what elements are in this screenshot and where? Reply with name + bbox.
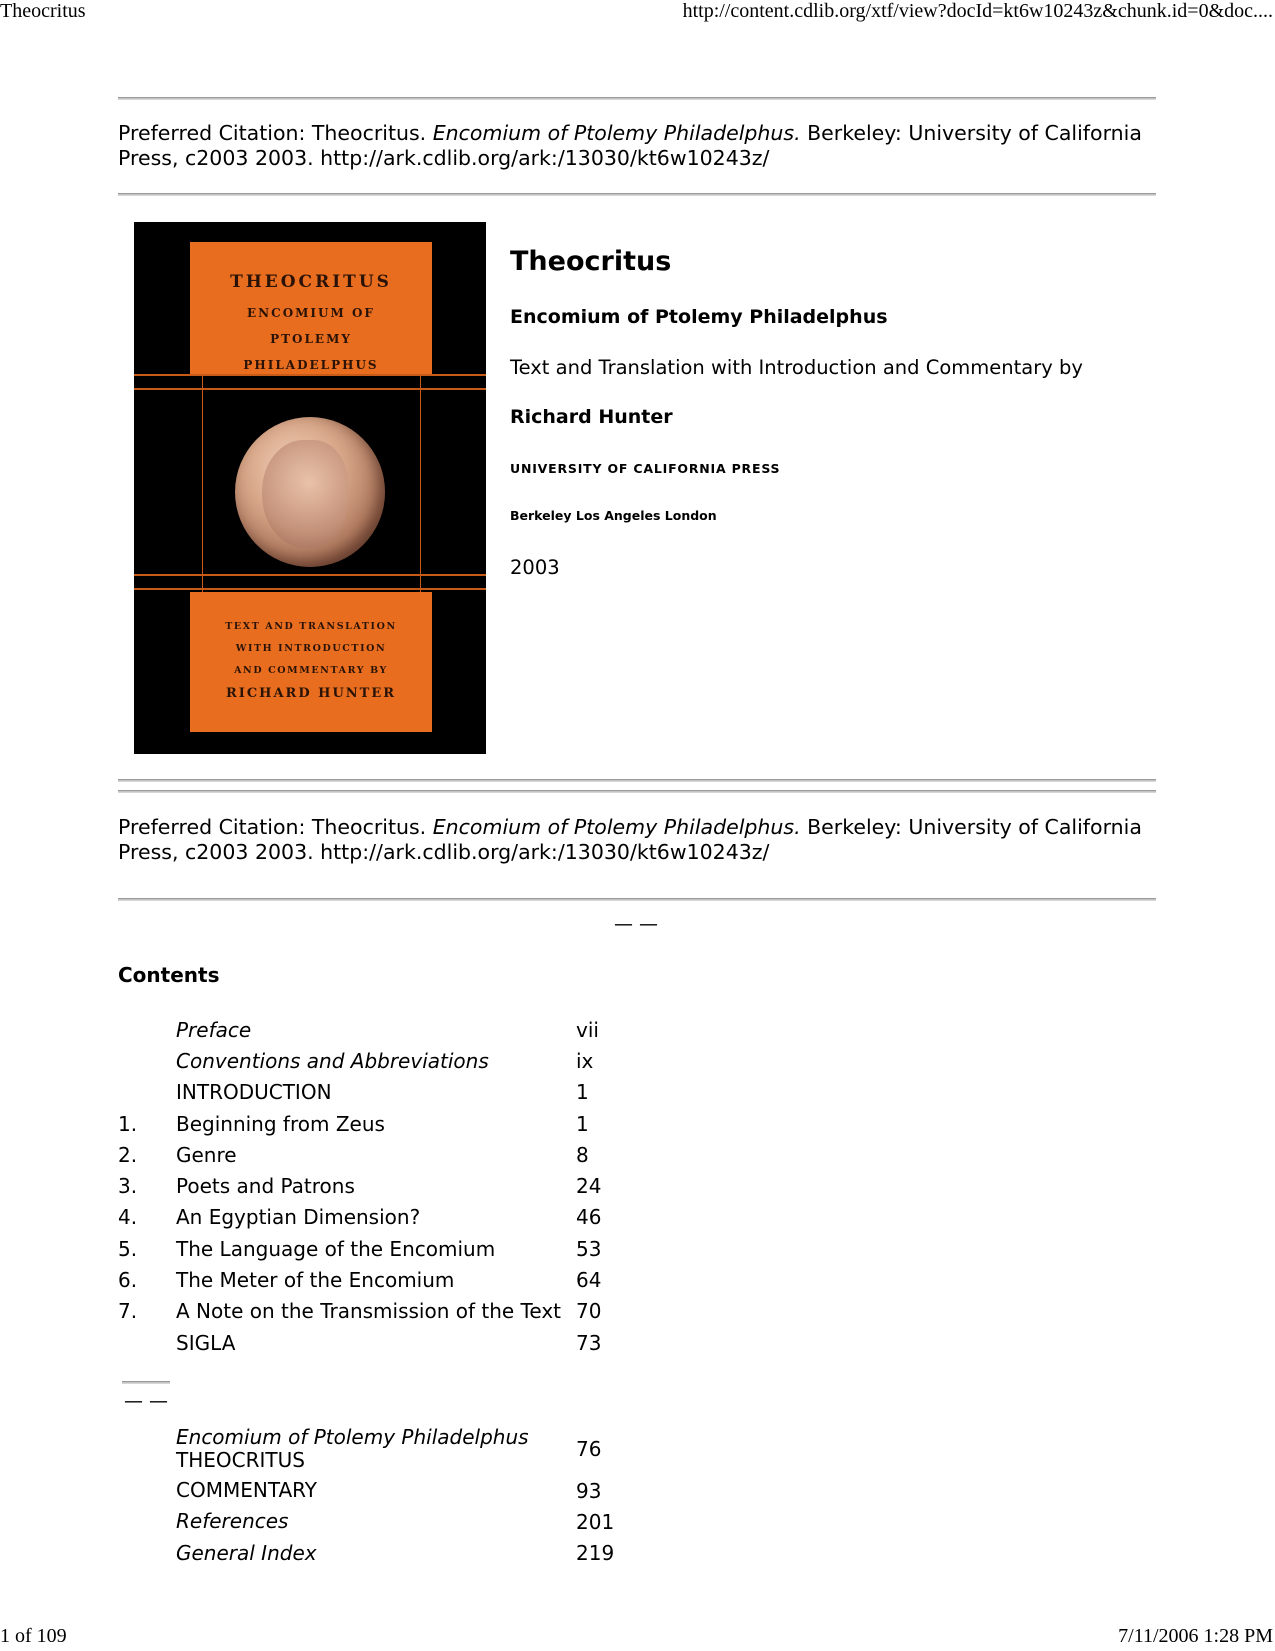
toc-num: 2.: [118, 1142, 138, 1167]
toc-num: [118, 1506, 176, 1537]
toc-num: [118, 1077, 176, 1108]
toc-title[interactable]: INTRODUCTION: [176, 1080, 332, 1105]
book-places: Berkeley Los Angeles London: [510, 508, 717, 523]
page-separator: — —: [124, 1390, 169, 1412]
cover-rule: [202, 372, 203, 594]
toc-row[interactable]: [118, 1045, 636, 1076]
toc-row[interactable]: [118, 1170, 636, 1201]
toc-page: vii: [576, 1017, 599, 1042]
toc-title-italic: Encomium of Ptolemy Philadelphus: [176, 1425, 529, 1449]
citation-top: [118, 121, 1168, 171]
toc-page: ix: [576, 1048, 594, 1073]
toc-num: 4.: [118, 1205, 138, 1230]
citation-prefix: Preferred Citation: Theocritus.: [118, 815, 433, 839]
toc-page: 46: [576, 1205, 602, 1230]
divider: [118, 898, 1156, 901]
toc-row[interactable]: [118, 1327, 636, 1358]
toc-title-line2: THEOCRITUS: [176, 1448, 305, 1472]
toc-num: [118, 1538, 176, 1569]
toc-title[interactable]: Poets and Patrons: [176, 1174, 355, 1199]
toc-row[interactable]: [118, 1538, 636, 1569]
toc-row[interactable]: [118, 1202, 636, 1233]
book-year: 2003: [510, 556, 560, 579]
toc-page: 76: [576, 1437, 602, 1461]
toc-title[interactable]: Preface: [176, 1017, 252, 1042]
cover-credit-line: TEXT AND TRANSLATION: [225, 621, 397, 632]
print-header-url: http://content.cdlib.org/xtf/view?docId=kt6w10243z&chunk.id=0&doc....: [682, 0, 1273, 22]
toc-row[interactable]: [118, 1014, 636, 1045]
toc-title[interactable]: The Meter of the Encomium: [176, 1268, 455, 1293]
cover-credit-line: AND COMMENTARY BY: [234, 665, 388, 676]
print-footer: [0, 1625, 1275, 1651]
book-cover-image: [134, 222, 486, 754]
book-description: Text and Translation with Introduction and Commentary by: [510, 356, 1083, 379]
print-header-title: Theocritus: [0, 0, 86, 22]
short-divider: [122, 1381, 170, 1384]
toc-num: [118, 1045, 176, 1076]
book-title: Theocritus: [510, 246, 672, 277]
page-separator: — —: [614, 913, 659, 935]
toc-page: 73: [576, 1330, 602, 1355]
divider: [118, 97, 1156, 100]
toc-num: [118, 1327, 176, 1358]
citation-bottom: [118, 815, 1168, 865]
cover-subtitle-line: PTOLEMY: [270, 332, 352, 346]
divider: [118, 779, 1156, 782]
toc-num: 6.: [118, 1268, 138, 1293]
toc-title[interactable]: The Language of the Encomium: [176, 1236, 496, 1261]
cover-author-panel: [190, 592, 432, 732]
toc-row[interactable]: [118, 1264, 636, 1295]
toc-row[interactable]: [118, 1233, 636, 1264]
cover-rule: [134, 588, 486, 590]
citation-prefix: Preferred Citation: Theocritus.: [118, 121, 433, 145]
cover-rule: [420, 372, 421, 594]
toc-page: 201: [576, 1509, 615, 1534]
contents-table-part2: [118, 1423, 636, 1569]
cover-title: THEOCRITUS: [230, 272, 392, 292]
toc-row[interactable]: [118, 1506, 636, 1537]
coin-head-icon: [262, 440, 348, 548]
toc-title[interactable]: General Index: [176, 1540, 317, 1565]
print-header: [0, 0, 1275, 26]
print-date: 7/11/2006 1:28 PM: [1118, 1625, 1273, 1647]
cover-subtitle-line: PHILADELPHUS: [243, 358, 379, 372]
cover-rule: [134, 388, 486, 390]
toc-num: [118, 1014, 176, 1045]
toc-title[interactable]: COMMENTARY: [176, 1478, 317, 1503]
toc-num: [118, 1475, 176, 1506]
citation-link[interactable]: http://ark.cdlib.org/ark:/13030/kt6w10243z/: [320, 146, 770, 170]
toc-page: 1: [576, 1111, 589, 1136]
toc-row[interactable]: [118, 1108, 636, 1139]
divider: [118, 790, 1156, 793]
cover-rule: [134, 574, 486, 576]
print-page-count: 1 of 109: [0, 1625, 67, 1647]
toc-title[interactable]: [176, 1423, 576, 1475]
toc-page: 1: [576, 1080, 589, 1105]
citation-title: Encomium of Ptolemy Philadelphus.: [432, 121, 801, 145]
toc-num: 1.: [118, 1111, 138, 1136]
toc-num: 7.: [118, 1299, 138, 1324]
cover-title-panel: [190, 242, 432, 374]
book-press: UNIVERSITY OF CALIFORNIA PRESS: [510, 461, 781, 476]
toc-page: 219: [576, 1541, 615, 1566]
toc-title[interactable]: An Egyptian Dimension?: [176, 1205, 421, 1230]
toc-row[interactable]: [118, 1296, 636, 1327]
toc-title[interactable]: Beginning from Zeus: [176, 1111, 385, 1136]
toc-page: 53: [576, 1236, 602, 1261]
cover-subtitle-line: ENCOMIUM OF: [247, 306, 375, 320]
cover-author: RICHARD HUNTER: [225, 686, 397, 701]
cover-credit-line: WITH INTRODUCTION: [235, 643, 387, 654]
toc-page: 8: [576, 1142, 589, 1167]
divider: [118, 193, 1156, 196]
toc-row[interactable]: [118, 1475, 636, 1506]
toc-num: 5.: [118, 1236, 138, 1261]
toc-title[interactable]: SIGLA: [176, 1330, 236, 1355]
toc-title[interactable]: References: [176, 1509, 289, 1534]
toc-title[interactable]: A Note on the Transmission of the Text: [176, 1299, 562, 1324]
book-author: Richard Hunter: [510, 406, 673, 428]
toc-row[interactable]: [118, 1423, 636, 1475]
toc-page: 93: [576, 1478, 602, 1503]
toc-page: 64: [576, 1268, 602, 1293]
citation-title: Encomium of Ptolemy Philadelphus.: [432, 815, 801, 839]
toc-page: 70: [576, 1299, 602, 1324]
toc-row[interactable]: [118, 1139, 636, 1170]
toc-num: [118, 1423, 176, 1475]
contents-heading: Contents: [118, 963, 220, 987]
toc-num: 3.: [118, 1174, 138, 1199]
citation-publisher: Berkeley: University of California Press, c2003 2003.: [118, 121, 1142, 170]
citation-link[interactable]: http://ark.cdlib.org/ark:/13030/kt6w10243z/: [320, 840, 770, 864]
toc-page: 24: [576, 1174, 602, 1199]
contents-table: [118, 1014, 636, 1358]
book-subtitle: Encomium of Ptolemy Philadelphus: [510, 306, 888, 328]
toc-row[interactable]: [118, 1077, 636, 1108]
toc-title[interactable]: Conventions and Abbreviations: [176, 1048, 489, 1073]
citation-publisher: Berkeley: University of California Press, c2003 2003.: [118, 815, 1142, 864]
toc-title[interactable]: Genre: [176, 1142, 237, 1167]
